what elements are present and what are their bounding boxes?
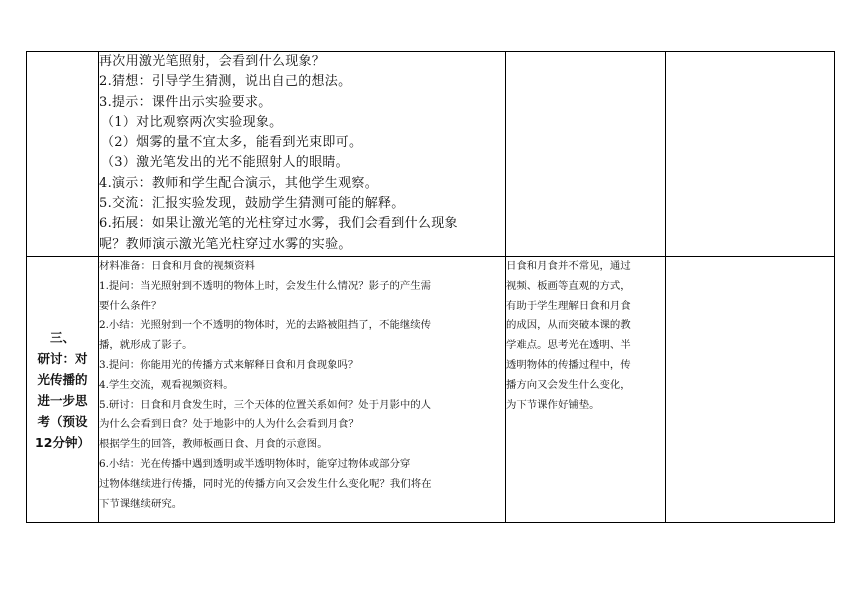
stage-line: 三、 <box>49 329 75 345</box>
process-line: 4.学生交流，观看视频资料。 <box>99 378 234 391</box>
stage-cell <box>27 52 99 257</box>
intent-line: 为下节课作好铺垫。 <box>506 398 600 411</box>
process-cell <box>99 52 506 257</box>
process-line: 5.研讨：日食和月食发生时，三个天体的位置关系如何？处于月影中的人 <box>99 398 432 411</box>
process-line: （2）烟雾的量不宜太多，能看到光束即可。 <box>101 135 363 151</box>
process-line: 材料准备：日食和月食的视频资料 <box>99 260 255 272</box>
process-line: 2.小结：光照射到一个不透明的物体时，光的去路被阻挡了，不能继续传 <box>99 319 432 332</box>
intent-cell <box>506 52 666 257</box>
process-line: 为什么会看到日食？处于地影中的人为什么会看到月食？ <box>99 418 359 431</box>
intent-line: 的成因，从而突破本课的教 <box>506 319 631 332</box>
process-line: （1）对比观察两次实验现象。 <box>101 114 283 130</box>
intent-line: 学难点。思考光在透明、半 <box>506 339 631 352</box>
lesson-plan-table <box>26 51 835 523</box>
intent-line: 有助于学生理解日食和月食 <box>506 299 631 312</box>
process-line: （3）激光笔发出的光不能照射人的眼睛。 <box>101 155 349 171</box>
intent-line: 播方向又会发生什么变化， <box>506 378 631 391</box>
process-line: 2.猜想：引导学生猜测，说出自己的想法。 <box>99 74 352 90</box>
process-cell <box>99 257 506 523</box>
process-line: 1.提问：当光照射到不透明的物体上时，会发生什么情况？影子的产生需 <box>99 279 432 292</box>
process-line: 下节课继续研究。 <box>99 497 183 510</box>
stage-line: 考（预设 <box>37 413 88 429</box>
notes-cell <box>666 52 835 257</box>
process-line: 呢？教师演示激光笔光柱穿过水雾的实验。 <box>99 236 352 252</box>
process-line: 4.演示：教师和学生配合演示，其他学生观察。 <box>99 175 379 191</box>
process-line: 3.提问：你能用光的传播方式来解释日食和月食现象吗？ <box>99 358 359 371</box>
process-line: 播，就形成了影子。 <box>99 339 193 352</box>
stage-line: 光传播的 <box>37 371 88 387</box>
process-line: 5.交流：汇报实验发现，鼓励学生猜测可能的解释。 <box>99 196 405 212</box>
process-line: 要什么条件？ <box>99 299 162 312</box>
intent-line: 日食和月食并不常见，通过 <box>506 260 631 272</box>
stage-line: 12分钟） <box>35 434 90 450</box>
intent-line: 透明物体的传播过程中，传 <box>506 358 631 371</box>
process-line: 6.小结：光在传播中遇到透明或半透明物体时，能穿过物体或部分穿 <box>99 457 411 470</box>
notes-cell <box>666 257 835 523</box>
intent-cell <box>506 257 666 523</box>
stage-cell <box>27 257 99 523</box>
table-row <box>27 257 835 523</box>
intent-line: 视频、板画等直观的方式， <box>506 279 631 292</box>
process-line: 再次用激光笔照射，会看到什么现象？ <box>99 54 326 69</box>
stage-line: 进一步思 <box>37 392 88 408</box>
stage-line: 研讨：对 <box>37 350 88 366</box>
process-line: 6.拓展：如果让激光笔的光柱穿过水雾，我们会看到什么现象 <box>99 216 458 232</box>
table-row <box>27 52 835 257</box>
process-line: 根据学生的回答，教师板画日食、月食的示意图。 <box>99 438 328 451</box>
process-line: 过物体继续进行传播，同时光的传播方向又会发生什么变化呢？我们将在 <box>99 477 432 490</box>
process-line: 3.提示：课件出示实验要求。 <box>99 94 272 110</box>
